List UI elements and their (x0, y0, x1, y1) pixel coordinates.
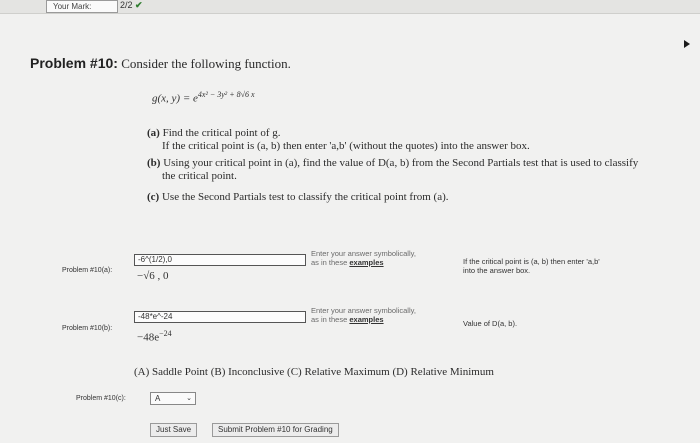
answer-a-hint-line1: Enter your answer symbolically, (311, 249, 416, 258)
classification-choices: (A) Saddle Point (B) Inconclusive (C) Relative Maximum (D) Relative Minimum (134, 366, 494, 378)
answer-b-hint-line2: as in these (311, 315, 348, 324)
your-mark-value (120, 0, 143, 13)
problem-title: Problem #10: (30, 55, 118, 71)
part-a (147, 127, 281, 139)
submit-button[interactable]: Submit Problem #10 for Grading (212, 423, 339, 437)
part-a-sub: If the critical point is (a, b) then enter 'a,b' (without the quotes) into the answer box. (162, 140, 530, 152)
chevron-down-icon: ⌄ (186, 395, 192, 402)
formula-lhs: g(x, y) = e (152, 92, 198, 105)
check-icon: ✔ (135, 0, 143, 10)
answer-a-label: Problem #10(a): (62, 267, 113, 274)
just-save-button[interactable]: Just Save (150, 423, 197, 437)
answer-c-selected: A (155, 394, 161, 403)
answer-c-select[interactable] (150, 392, 196, 405)
part-c (147, 191, 449, 203)
answer-a-hint (311, 249, 461, 267)
answer-b-hint-line1: Enter your answer symbolically, (311, 306, 416, 315)
answer-b-preview-exp: −24 (159, 329, 172, 338)
answer-a-hint-line2: as in these (311, 258, 348, 267)
problem-intro: Consider the following function. (121, 56, 291, 71)
answer-c-label: Problem #10(c): (76, 395, 126, 402)
answer-a-examples-link[interactable]: examples (349, 258, 384, 267)
part-c-text: Use the Second Partials test to classify the critical point from (a). (161, 191, 449, 203)
answer-b-label: Problem #10(b): (62, 325, 113, 332)
mark-score: 2/2 (120, 0, 133, 10)
answer-a-side-note: If the critical point is (a, b) then enter 'a,b' into the answer box. (463, 257, 600, 275)
answer-b-hint (311, 306, 461, 324)
answer-a-input[interactable]: -6^(1/2),0 (134, 254, 306, 266)
cursor-arrow-icon (684, 40, 690, 48)
function-formula (152, 90, 255, 105)
part-a-text: Find the critical point of g. (162, 127, 281, 139)
problem-heading (30, 55, 291, 72)
answer-a-preview: −√6 , 0 (137, 270, 169, 282)
part-c-label: (c) (147, 191, 160, 203)
formula-exponent: 4x² − 3y² + 8√6 x (197, 90, 255, 99)
part-b (147, 157, 638, 169)
answer-b-preview (137, 329, 172, 344)
answer-b-side-note: Value of D(a, b). (463, 319, 518, 328)
your-mark-label: Your Mark: (46, 0, 118, 13)
part-b-label: (b) (147, 157, 161, 169)
part-b-sub: the critical point. (162, 170, 237, 182)
part-b-text: Using your critical point in (a), find the value of D(a, b) from the Second Partials test that is used to classify (163, 157, 639, 169)
part-a-label: (a) (147, 127, 160, 139)
answer-b-input[interactable]: -48*e^-24 (134, 311, 306, 323)
answer-b-examples-link[interactable]: examples (349, 315, 384, 324)
answer-b-preview-base: −48e (137, 331, 160, 344)
